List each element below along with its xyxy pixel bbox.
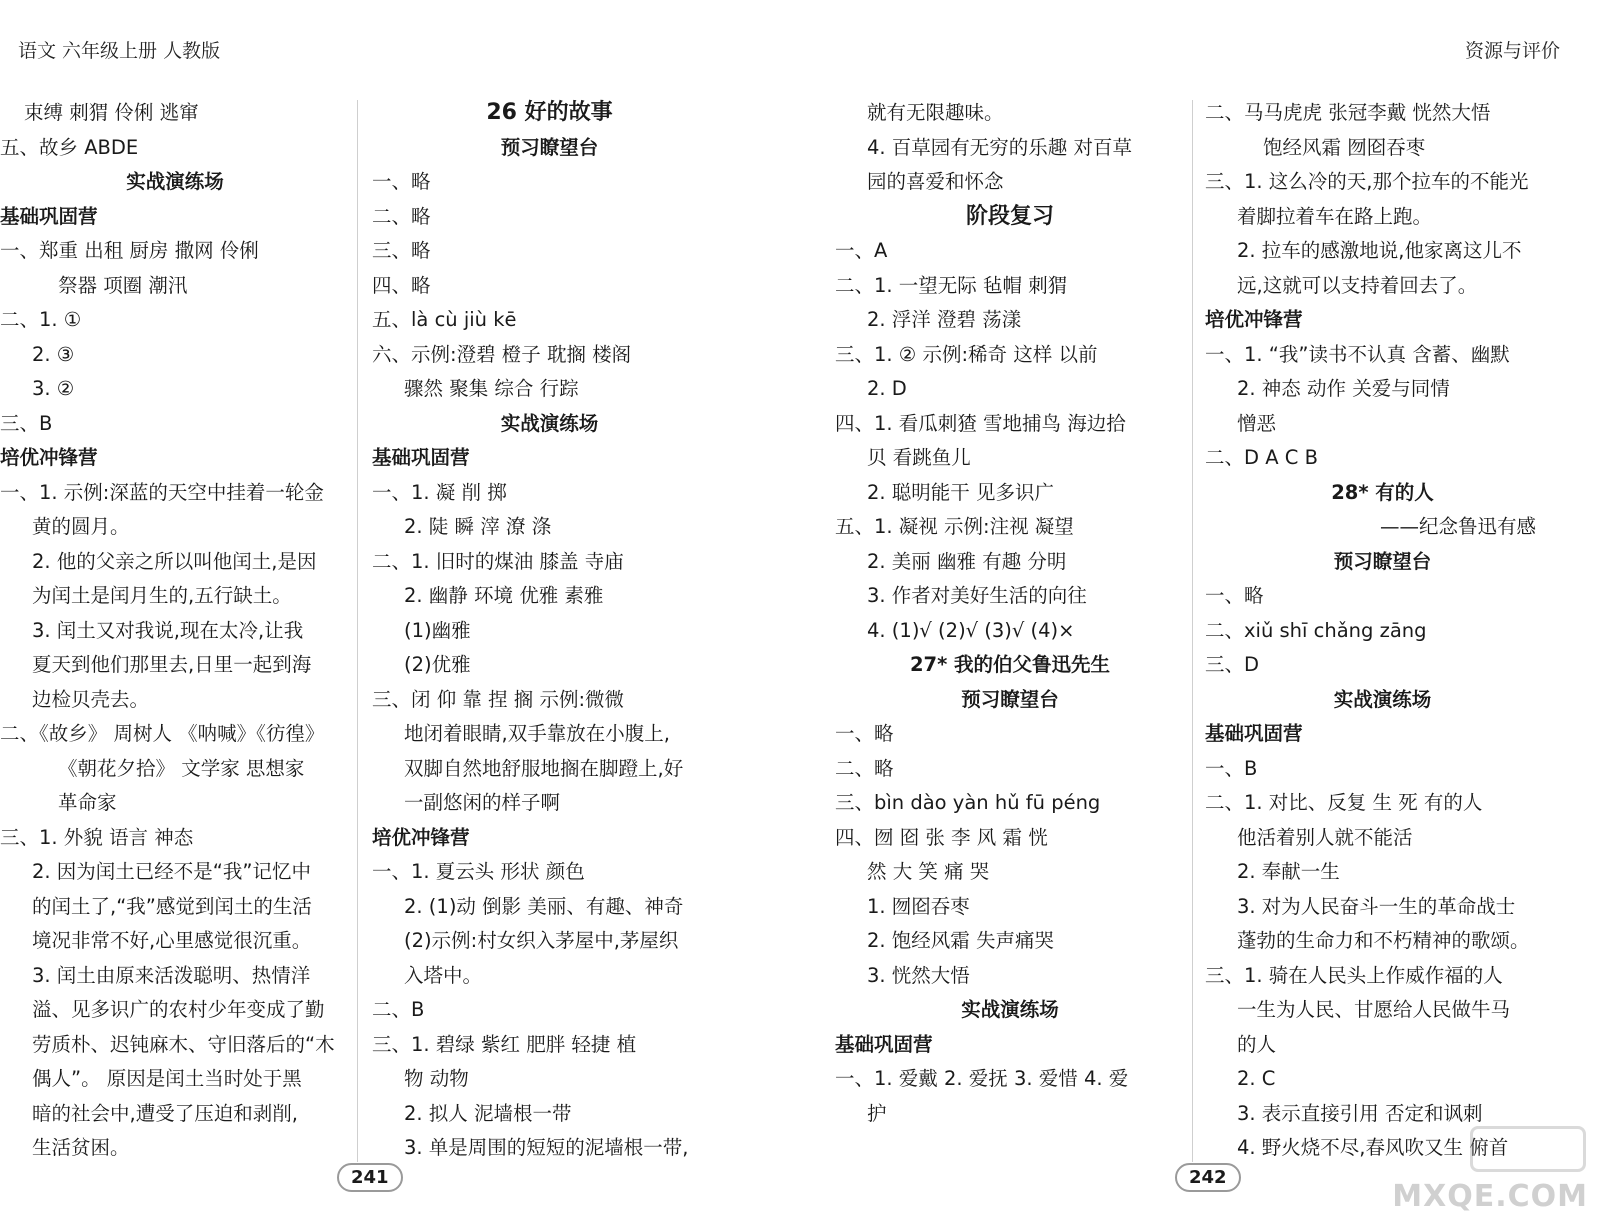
text-line: 三、D (1205, 653, 1260, 676)
text-line: 2. (1)动 倒影 美丽、有趣、神奇 (404, 894, 684, 918)
text-line: 三、1. 骑在人民头上作威作福的人 (1205, 963, 1503, 987)
text-line: 一生为人民、甘愿给人民做牛马 (1237, 998, 1511, 1021)
text-line: 2. ③ (32, 342, 75, 366)
text-line: 二、略 (372, 204, 431, 228)
lesson-title: 27* 我的伯父鲁迅先生 (909, 653, 1111, 676)
lesson-title: 26 好的故事 (486, 100, 613, 125)
text-line: 骤然 聚集 综合 行踪 (404, 377, 579, 400)
header-right: 资源与评价 (1464, 40, 1560, 62)
text-line: 一、1. “我”读书不认真 含蓄、幽默 (1205, 342, 1510, 366)
text-line: 溢、见多识广的农村少年变成了勤 (32, 998, 325, 1021)
text-line: 三、bìn dào yàn hǔ fū péng (835, 791, 1101, 814)
text-line: 二、1. 旧时的煤油 膝盖 寺庙 (372, 549, 624, 573)
text-line: 入塔中。 (404, 963, 483, 987)
text-line: 4. (1)√ (2)√ (3)√ (4)× (867, 618, 1075, 642)
text-line: 一、略 (372, 170, 431, 193)
text-line: 园的喜爱和怀念 (867, 170, 1004, 193)
text-line: 束缚 刺猬 伶俐 逃窜 (24, 101, 199, 124)
subsection-heading: 培优冲锋营 (1205, 308, 1303, 331)
text-line: 2. 浮洋 澄碧 荡漾 (867, 308, 1022, 331)
text-line: 境况非常不好,心里感觉很沉重。 (32, 929, 312, 952)
text-line: 憎恶 (1237, 411, 1277, 435)
lesson-subtitle: ——纪念鲁迅有感 (1379, 515, 1536, 538)
page-number-right: 242 (1175, 1163, 1241, 1192)
text-line: 二、1. 一望无际 毡帽 刺猬 (835, 273, 1068, 297)
subsection-heading: 基础巩固营 (0, 204, 98, 228)
section-title: 阶段复习 (965, 203, 1054, 229)
text-line: 3. ② (32, 377, 75, 400)
text-line: 革命家 (58, 791, 117, 814)
text-line: 然 大 笑 痛 哭 (867, 860, 990, 883)
section-heading: 预习瞭望台 (1333, 549, 1432, 573)
text-line: 2. 神态 动作 关爱与同情 (1237, 377, 1450, 400)
text-line: 的人 (1237, 1032, 1277, 1056)
text-line: 五、là cù jiù kē (372, 308, 517, 331)
page-number-left: 241 (337, 1163, 403, 1192)
header-left: 语文 六年级上册 人教版 (18, 40, 221, 62)
column-1 (0, 96, 350, 1166)
text-line: 3. 闰土又对我说,现在太冷,让我 (32, 618, 304, 642)
text-line: 五、1. 凝视 示例:注视 凝望 (835, 515, 1074, 538)
text-line: 2. 拟人 泥墙根一带 (404, 1101, 572, 1125)
section-heading: 预习瞭望台 (500, 135, 599, 159)
text-line: 一、1. 示例:深蓝的天空中挂着一轮金 (0, 480, 324, 504)
text-line: 贝 看跳鱼儿 (867, 446, 971, 469)
text-line: 1. 囫囵吞枣 (867, 894, 970, 918)
text-line: 4. 野火烧不尽,春风吹又生 俯首 (1237, 1136, 1509, 1159)
text-line: 四、略 (372, 273, 431, 297)
text-line: 远,这就可以支持着回去了。 (1237, 273, 1478, 297)
text-line: 2. 陡 瞬 滓 潦 涤 (404, 515, 552, 538)
column-4 (1205, 96, 1560, 1166)
text-line: 3. 恍然大悟 (867, 963, 970, 987)
text-line: (1)幽雅 (404, 618, 471, 642)
text-line: 2. 奉献一生 (1237, 860, 1340, 883)
text-line: 三、闭 仰 靠 捏 搁 示例:微微 (372, 687, 625, 711)
text-line: 四、囫 囵 张 李 风 霜 恍 (835, 825, 1048, 849)
column-2 (372, 96, 727, 1166)
text-line: 饱经风霜 囫囵吞枣 (1263, 135, 1426, 159)
text-line: 蓬勃的生命力和不朽精神的歌颂。 (1237, 929, 1530, 952)
text-line: 五、故乡 ABDE (0, 135, 139, 159)
text-line: 一、A (835, 239, 888, 262)
text-line: 四、1. 看瓜刺猹 雪地捕鸟 海边拾 (835, 411, 1126, 435)
text-line: 3. 闰土由原来活泼聪明、热情洋 (32, 963, 311, 987)
text-line: 一副悠闲的样子啊 (404, 791, 561, 814)
lesson-title: 28* 有的人 (1331, 480, 1434, 504)
text-line: 劳质朴、迟钝麻木、守旧落后的“木 (32, 1032, 335, 1056)
text-line: 2. C (1237, 1067, 1276, 1090)
text-line: 2. 美丽 幽雅 有趣 分明 (867, 549, 1067, 573)
text-line: 3. 作者对美好生活的向往 (867, 584, 1087, 607)
text-line: 二、B (372, 998, 425, 1021)
text-line: 二、1. 对比、反复 生 死 有的人 (1205, 791, 1483, 814)
section-heading: 实战演练场 (1333, 687, 1432, 711)
text-line: 4. 百草园有无穷的乐趣 对百草 (867, 135, 1133, 159)
text-line: 偶人”。 原因是闰土当时处于黑 (32, 1067, 302, 1090)
section-heading: 实战演练场 (500, 411, 599, 435)
text-line: 一、郑重 出租 厨房 撒网 伶俐 (0, 239, 259, 262)
text-line: 2. D (867, 377, 907, 400)
section-heading: 预习瞭望台 (961, 687, 1059, 711)
text-line: (2)示例:村女织入茅屋中,茅屋织 (404, 929, 679, 952)
text-line: 3. 单是周围的短短的泥墙根一带, (404, 1136, 689, 1159)
text-line: 一、1. 夏云头 形状 颜色 (372, 860, 585, 883)
text-line: 祭器 项圈 潮汛 (58, 273, 188, 297)
text-line: 一、1. 凝 削 掷 (372, 480, 507, 504)
text-line: 2. 幽静 环境 优雅 素雅 (404, 584, 604, 607)
text-line: 二、D A C B (1205, 446, 1318, 469)
text-line: 《朝花夕拾》 文学家 思想家 (58, 756, 305, 780)
text-line: 2. 聪明能干 见多识广 (867, 480, 1055, 504)
text-line: 夏天到他们那里去,日里一起到海 (32, 653, 312, 676)
text-line: 二、马马虎虎 张冠李戴 恍然大悟 (1205, 101, 1491, 124)
text-line: 三、1. 外貌 语言 神态 (0, 825, 194, 849)
text-line: (2)优雅 (404, 653, 471, 676)
column-divider (1192, 100, 1193, 1162)
text-line: 为闰土是闰月生的,五行缺土。 (32, 584, 292, 607)
subsection-heading: 培优冲锋营 (372, 825, 470, 849)
text-line: 就有无限趣味。 (867, 101, 1004, 124)
column-divider (357, 100, 358, 1162)
text-line: 物 动物 (404, 1067, 469, 1090)
text-line: 生活贫困。 (32, 1136, 130, 1159)
text-line: 地闭着眼睛,双手靠放在小腹上, (404, 722, 670, 745)
text-line: 他活着别人就不能活 (1237, 825, 1413, 849)
text-line: 黄的圆月。 (32, 515, 130, 538)
text-line: 一、B (1205, 756, 1258, 780)
text-line: 一、略 (835, 722, 894, 745)
text-line: 三、1. ② 示例:稀奇 这样 以前 (835, 342, 1098, 366)
text-line: 双脚自然地舒服地搁在脚蹬上,好 (404, 756, 684, 780)
text-line: 2. 他的父亲之所以叫他闰土,是因 (32, 549, 317, 573)
text-line: 3. 对为人民奋斗一生的革命战士 (1237, 894, 1516, 918)
text-line: 2. 拉车的感激地说,他家离这儿不 (1237, 239, 1522, 262)
column-3 (835, 96, 1185, 1131)
text-line: 三、略 (372, 239, 431, 262)
text-line: 二、《故乡》 周树人 《呐喊》《彷徨》 (0, 722, 325, 745)
text-line: 着脚拉着车在路上跑。 (1237, 204, 1433, 228)
section-heading: 实战演练场 (126, 170, 224, 193)
text-line: 二、1. ① (0, 308, 82, 331)
text-line: 二、xiǔ shī chǎng zāng (1205, 618, 1427, 642)
text-line: 三、B (0, 411, 53, 435)
text-line: 一、略 (1205, 584, 1264, 607)
text-line: 一、1. 爱戴 2. 爱抚 3. 爱惜 4. 爱 (835, 1067, 1129, 1090)
text-line: 2. 饱经风霜 失声痛哭 (867, 929, 1055, 952)
text-line: 边检贝壳去。 (32, 687, 150, 711)
text-line: 的闰土了,“我”感觉到闰土的生活 (32, 894, 312, 918)
subsection-heading: 培优冲锋营 (0, 446, 98, 469)
text-line: 3. 表示直接引用 否定和讽刺 (1237, 1101, 1483, 1125)
text-line: 六、示例:澄碧 橙子 耽搁 楼阁 (372, 342, 632, 366)
text-line: 2. 因为闰土已经不是“我”记忆中 (32, 860, 312, 883)
text-line: 护 (867, 1101, 887, 1125)
text-line: 三、1. 这么冷的天,那个拉车的不能光 (1205, 170, 1529, 193)
text-line: 暗的社会中,遭受了压迫和剥削, (32, 1101, 298, 1125)
text-line: 二、略 (835, 756, 894, 780)
text-line: 三、1. 碧绿 紫红 肥胖 轻捷 植 (372, 1032, 637, 1056)
section-heading: 实战演练场 (961, 998, 1059, 1021)
subsection-heading: 基础巩固营 (372, 446, 470, 469)
subsection-heading: 基础巩固营 (835, 1032, 933, 1056)
watermark: MXQE.COM (1392, 1179, 1588, 1214)
watermark-logo-icon (1470, 1126, 1586, 1172)
subsection-heading: 基础巩固营 (1205, 722, 1303, 745)
